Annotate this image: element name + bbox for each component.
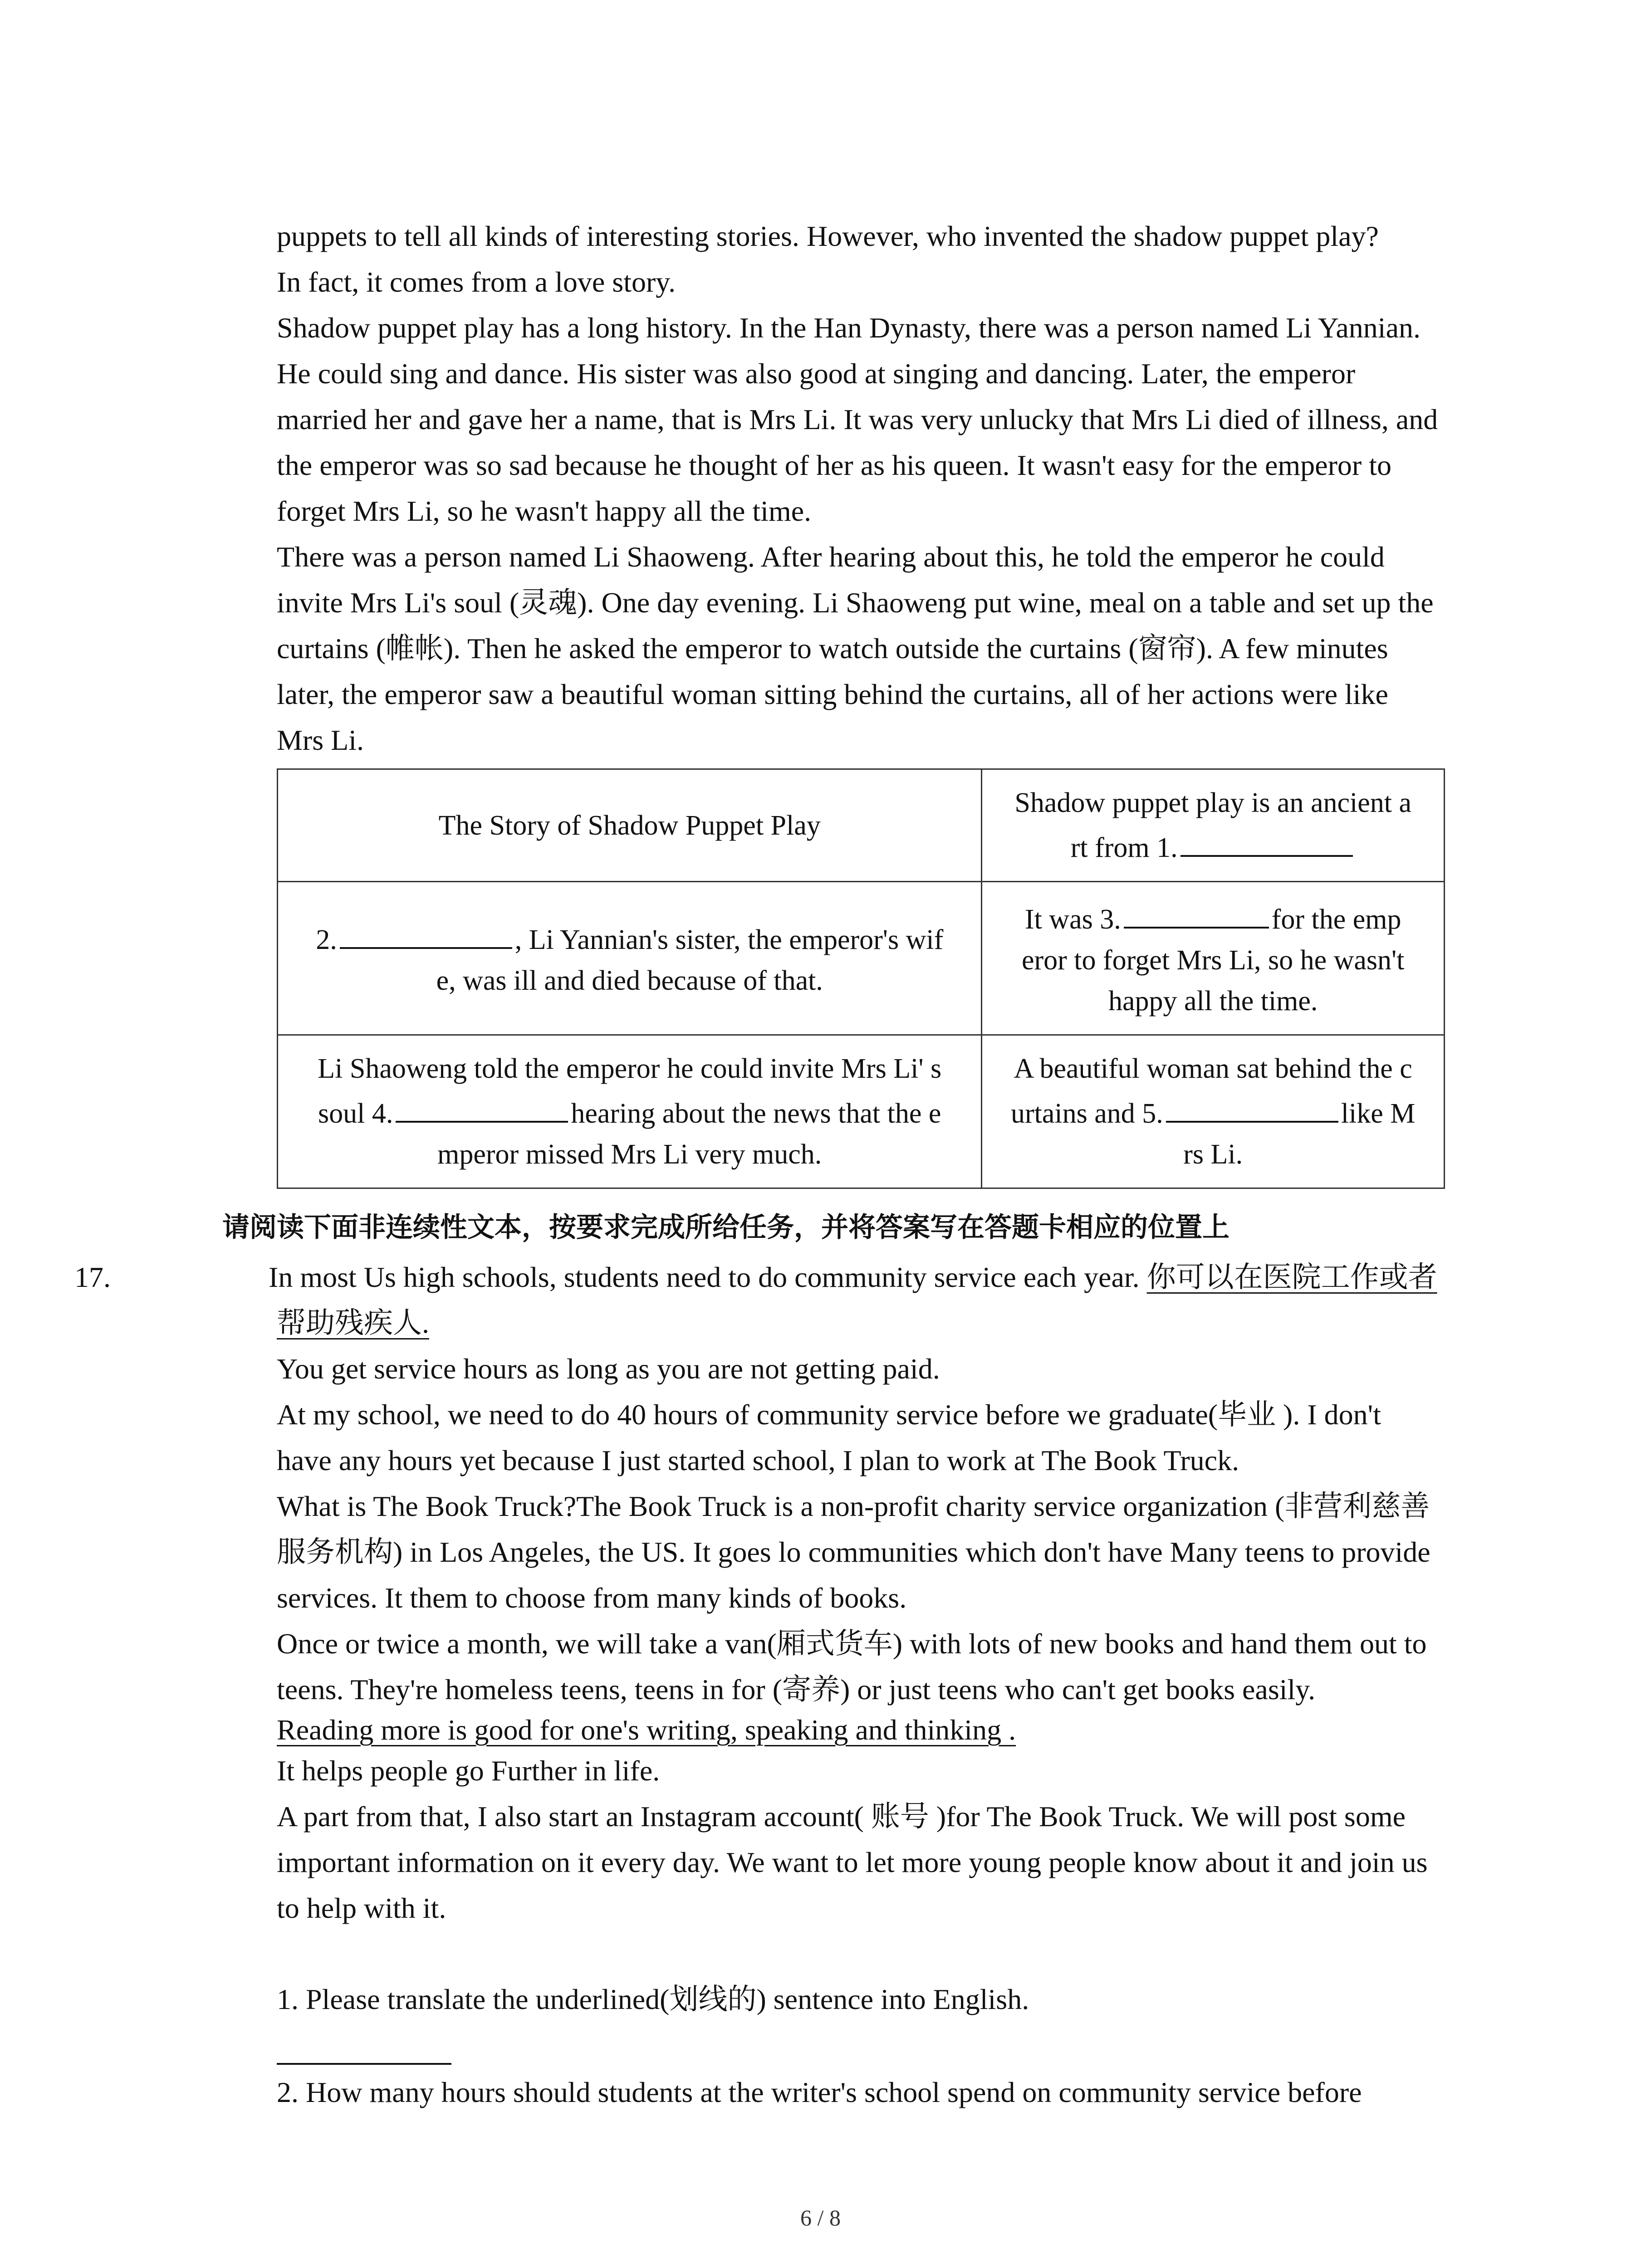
answer-blank-5[interactable] (1166, 1089, 1338, 1123)
table-cell (982, 882, 1445, 1035)
task-2: 2. How many hours should students at the writer's school spend on community service before (277, 2076, 1362, 2108)
table-row (278, 882, 1445, 1035)
table-cell (278, 1035, 982, 1188)
cell-text: e, was ill and died because of that. (436, 965, 823, 996)
cell-text: mperor missed Mrs Li very much. (437, 1139, 822, 1170)
answer-blank-2[interactable] (340, 915, 512, 949)
table-cell (278, 769, 982, 882)
paragraph-history: Shadow puppet play has a long history. In the Han Dynasty, there was a person named Li Yannian. He could sing and dance. His sister was also good at singing and dancing. Later, the emperor married her and gave her a name, that is Mrs Li. It was very unlucky that Mrs Li died of illness, and the emperor was so sad because he thought of her as his queen. It wasn't easy for the emperor to forget Mrs Li, so he wasn't happy all the time. (277, 312, 1438, 527)
cell-text: hearing about the news that the e (571, 1098, 941, 1129)
page-content (74, 213, 1438, 2115)
paragraph-shaoweng: There was a person named Li Shaoweng. After hearing about this, he told the emperor he could invite Mrs Li's soul (灵魂). One day evening. Li Shaoweng put wine, meal on a table and set up the curtains (帷帐). Then he asked the emperor to watch outside the curtains (窗帘). A few minutes later, the emperor saw a beautiful woman sitting behind the curtains, all of her actions were like Mrs Li. (277, 541, 1434, 756)
cell-text: It was 3. (1024, 904, 1121, 935)
paragraph-book-truck: What is The Book Truck?The Book Truck is a non-profit charity service organization (非营利慈善服务机构) in Los Angeles, the US. It goes lo communities which don't have Many teens to provide services. It them to choose from many kinds of books. (277, 1490, 1430, 1614)
cell-text: rt from 1. (1070, 832, 1178, 863)
cell-text: happy all the time. (1108, 986, 1318, 1017)
paragraph-van: Once or twice a month, we will take a van(厢式货车) with lots of new books and hand them out to teens. They're homeless teens, teens in for (寄养) or just teens who can't get books easily. (277, 1628, 1427, 1706)
cell-text: , Li Yannian's sister, the emperor's wif (514, 924, 944, 955)
cell-text: like M (1341, 1098, 1416, 1129)
cell-text: for the emp (1271, 904, 1401, 935)
table-cell (982, 769, 1445, 882)
paragraph-line: In fact, it comes from a love story. (277, 266, 676, 298)
paragraph-instagram: A part from that, I also start an Instagram account( 账号 )for The Book Truck. We will post some important information on it every day. We want to let more young people know about it and join us to help with it. (277, 1800, 1428, 1924)
question-intro-text: In most Us high schools, students need to do community service each year. (269, 1261, 1140, 1293)
cell-text: 2. (316, 924, 337, 955)
table-title: The Story of Shadow Puppet Play (438, 810, 821, 841)
paragraph-line: It helps people go Further in life. (277, 1755, 660, 1787)
paragraph-school: At my school, we need to do 40 hours of community service before we graduate(毕业 ). I don't have any hours yet because I just started school, I plan to work at The Book Truck. (277, 1398, 1381, 1476)
cell-text: urtains and 5. (1011, 1098, 1163, 1129)
underlined-reading-sentence: Reading more is good for one's writing, speaking and thinking . (277, 1714, 1016, 1746)
paragraph-line: puppets to tell all kinds of interesting stories. However, who invented the shadow puppet play? (277, 220, 1379, 252)
section-heading: 请阅读下面非连续性文本，按要求完成所给任务，并将答案写在答题卡相应的位置上 (222, 1212, 1230, 1243)
paragraph-line: You get service hours as long as you are not getting paid. (277, 1353, 940, 1385)
task-1: 1. Please translate the underlined(划线的) sentence into English. (277, 1983, 1029, 2015)
underlined-sentence: 你可以在医院工作或者帮助残疾人. (277, 1261, 1437, 1339)
cell-text: eror to forget Mrs Li, so he wasn't (1022, 945, 1405, 976)
table-row (278, 1035, 1445, 1188)
story-table (277, 768, 1445, 1189)
underlined-line-wrap (277, 1712, 1438, 1748)
cell-text: rs Li. (1183, 1139, 1243, 1170)
answer-blank-4[interactable] (396, 1089, 568, 1123)
answer-blank-1[interactable] (1181, 823, 1353, 857)
table-row (278, 769, 1445, 882)
table-cell (982, 1035, 1445, 1188)
page-number: 6 / 8 (800, 2205, 841, 2230)
table-cell (278, 882, 982, 1035)
spacer (277, 1931, 1438, 1976)
answer-blank-3[interactable] (1124, 895, 1269, 929)
answer-line-1[interactable] (277, 2031, 451, 2065)
cell-text: Shadow puppet play is an ancient a (1014, 787, 1412, 818)
cell-text: A beautiful woman sat behind the c (1014, 1053, 1412, 1084)
cell-text: soul 4. (318, 1098, 393, 1129)
question-number: 17. (74, 1261, 111, 1293)
question-17-intro (74, 1254, 1438, 1346)
cell-text: Li Shaoweng told the emperor he could invite Mrs Li' s (318, 1053, 942, 1084)
